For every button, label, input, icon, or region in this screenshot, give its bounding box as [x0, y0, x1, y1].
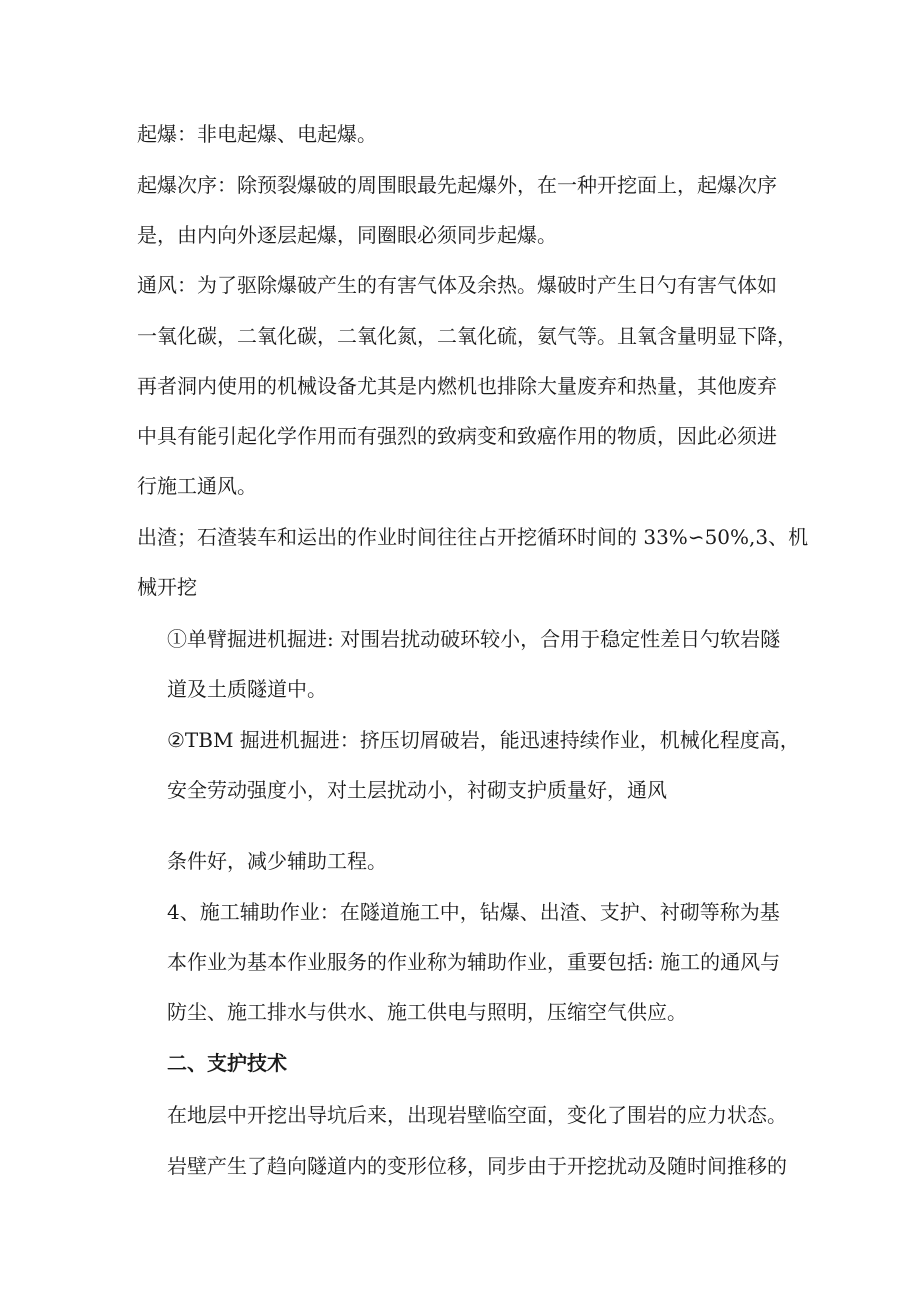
text-line-18: 防尘、施工排水与供水、施工供电与照明，压缩空气供应。 — [167, 1000, 687, 1024]
text-line-1: 起爆：非电起爆、电起爆。 — [137, 122, 377, 146]
text-line-12: 道及土质隧道中。 — [167, 677, 327, 701]
text-line-19: 在地层中开挖出导坑后来，出现岩壁临空面，变化了围岩的应力状态。 — [167, 1103, 787, 1127]
text-line-3: 是，由内向外逐层起爆，同圈眼必须同步起爆。 — [137, 223, 557, 247]
text-line-7: 中具有能引起化学作用而有强烈的致病变和致癌作用的物质，因此必须进 — [137, 424, 777, 448]
text-line-15: 条件好，减少辅助工程。 — [167, 849, 387, 873]
text-line-16: 4、施工辅助作业：在隧道施工中，钻爆、出渣、支护、衬砌等称为基 — [167, 900, 780, 924]
text-line-20: 岩壁产生了趋向隧道内的变形位移，同步由于开挖扰动及随时间推移的 — [167, 1154, 787, 1178]
text-line-14: 安全劳动强度小，对土层扰动小，衬砌支护质量好，通风 — [167, 778, 667, 802]
text-line-8: 行施工通风。 — [137, 474, 257, 498]
text-line-5: 一氧化碳，二氧化碳，二氧化氮，二氧化硫，氨气等。且氧含量明显下降， — [137, 324, 797, 348]
section-heading: 二、支护技术 — [167, 1051, 287, 1075]
text-line-4: 通风：为了驱除爆破产生的有害气体及余热。爆破时产生日勺有害气体如 — [137, 273, 777, 297]
text-line-6: 再者洞内使用的机械设备尤其是内燃机也排除大量废弃和热量，其他废弃 — [137, 374, 777, 398]
text-line-17: 本作业为基本作业服务的作业称为辅助作业，重要包括: 施工的通风与 — [167, 950, 781, 974]
text-line-9: 出渣；石渣装车和运出的作业时间往往占开挖循环时间的 33%∽50%,3、机 — [137, 525, 809, 549]
text-line-13: ②TBM 掘进机掘进：挤压切屑破岩，能迅速持续作业，机械化程度高， — [167, 728, 800, 752]
text-line-2: 起爆次序：除预裂爆破的周围眼最先起爆外，在一种开挖面上，起爆次序 — [137, 173, 777, 197]
text-line-10: 械开挖 — [137, 575, 197, 599]
text-line-11: ①单臂掘进机掘进: 对围岩扰动破环较小，合用于稳定性差日勺软岩隧 — [167, 627, 781, 651]
